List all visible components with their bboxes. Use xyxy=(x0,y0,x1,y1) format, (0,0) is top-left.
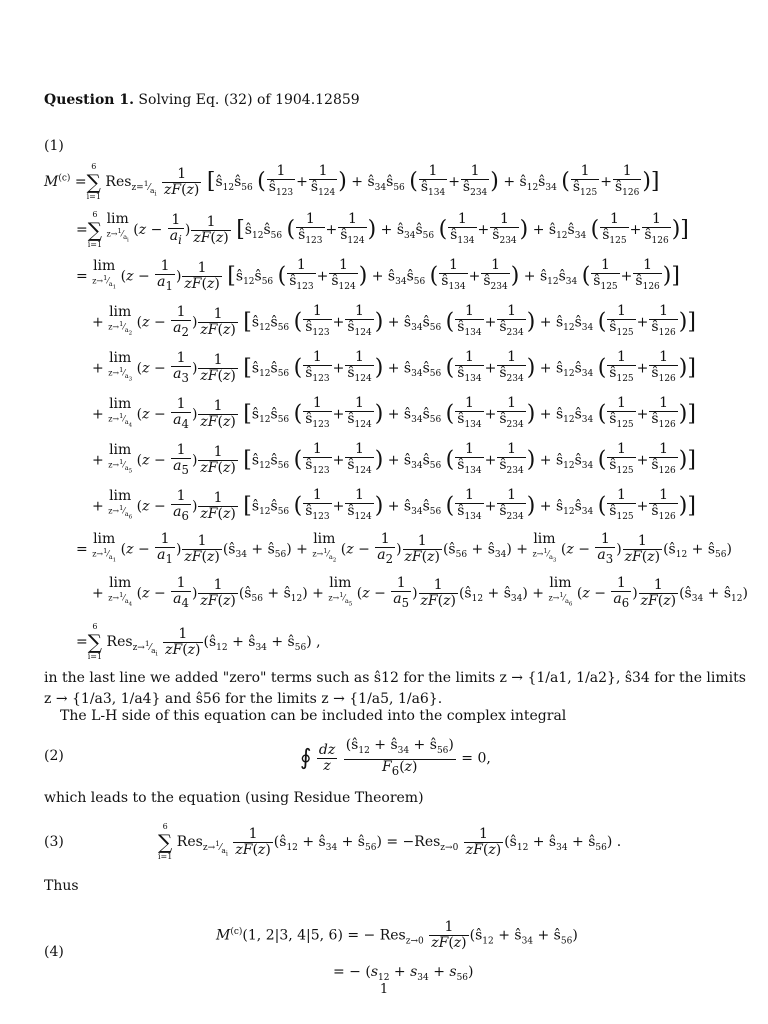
eq4-number: (4) xyxy=(44,944,64,960)
paragraph1-line3: The L-H side of this equation can be included into the complex integral xyxy=(60,708,567,724)
eq4-line2: = − $(s_{12} + s_{34} + s_{56})$ xyxy=(333,964,474,983)
paragraph2: which leads to the equation (using Residue Theorem) xyxy=(44,790,424,806)
eq1-lim-line-2: + lim $z\to^1⁄_{a_2}$ (z − $\frac{1}{a_2}$ ) $\frac{1}{zF(z)}$ [$ŝ_{12}ŝ_{56}$ ( $\frac{1}{ŝ_{123}}$ + $\frac{1}{ŝ_{124}}$ ) + $ŝ_{34}ŝ_{56}$ ( $\frac{1}{ŝ_{134}}$ + $\frac{1}{ŝ_{234}}$ ) + $ŝ_{12}ŝ_{34}$ ( $\frac{1}{ŝ_{125}}$ + $\frac{1}{ŝ_{126}}$ )] xyxy=(92,303,696,339)
eq2-body: ∮ $\frac{dz}{z}$ $\frac{(ŝ_{12} + ŝ_{34} + ŝ_{56})}{F_6(z)}$ = 0, xyxy=(300,737,491,778)
paragraph1-line2: z → {1/a3, 1/a4} and ŝ56 for the limits z → {1/a5, 1/a6}. xyxy=(44,691,443,707)
eq1-pair-line2: + lim $z\to^1⁄_{a_4}$ (z − $\frac{1}{a_4}$ ) $\frac{1}{zF(z)}$ ($ŝ_{56}$ + $ŝ_{12}) + \lim$ $z\to^1⁄_{a_5}$ (z − $\frac{1}{a_5}$ ) $\frac{1}{zF(z)}$ ($ŝ_{12}$ + $ŝ_{34}) + \lim$ $z\to^1⁄_{a_6}$ (z − $\frac{1}{a_6}$ ) $\frac{1}{zF(z)}$ ($ŝ_{34}$ + $ŝ_{12}$) xyxy=(92,574,748,610)
paragraph3: Thus xyxy=(44,878,79,894)
question-text: Solving Eq. (32) of 1904.12859 xyxy=(138,92,360,108)
page-number: 1 xyxy=(379,982,389,997)
eq1-lim-line-5: + lim $z\to^1⁄_{a_5}$ (z − $\frac{1}{a_5}$ ) $\frac{1}{zF(z)}$ [$ŝ_{12}ŝ_{56}$ ( $\frac{1}{ŝ_{123}}$ + $\frac{1}{ŝ_{124}}$ ) + $ŝ_{34}ŝ_{56}$ ( $\frac{1}{ŝ_{134}}$ + $\frac{1}{ŝ_{234}}$ ) + $ŝ_{12}ŝ_{34}$ ( $\frac{1}{ŝ_{125}}$ + $\frac{1}{ŝ_{126}}$ )] xyxy=(92,441,696,477)
eq1-pair-line1: = lim $z\to^1⁄_{a_1}$ (z − $\frac{1}{a_1}$ ) $\frac{1}{zF(z)}$ ($ŝ_{34}$ + $ŝ_{56}) + \lim$ $z\to^1⁄_{a_2}$ (z − $\frac{1}{a_2}$ ) $\frac{1}{zF(z)}$ ($ŝ_{56}$ + $ŝ_{34}) + \lim$ $z\to^1⁄_{a_3}$ (z − $\frac{1}{a_3}$ ) $\frac{1}{zF(z)}$ ($ŝ_{12}$ + $ŝ_{56}$) xyxy=(76,530,732,566)
eq1-last-line: = 6 ∑ i=1 Res$_{z\to^1⁄_{a_i}}$ $\frac{1}{zF(z)}$ ($ŝ_{12}$ + $ŝ_{34}$ + $ŝ_{56}$) , xyxy=(76,622,321,661)
eq1-lim-line-4: + lim $z\to^1⁄_{a_4}$ (z − $\frac{1}{a_4}$ ) $\frac{1}{zF(z)}$ [$ŝ_{12}ŝ_{56}$ ( $\frac{1}{ŝ_{123}}$ + $\frac{1}{ŝ_{124}}$ ) + $ŝ_{34}ŝ_{56}$ ( $\frac{1}{ŝ_{134}}$ + $\frac{1}{ŝ_{234}}$ ) + $ŝ_{12}ŝ_{34}$ ( $\frac{1}{ŝ_{125}}$ + $\frac{1}{ŝ_{126}}$ )] xyxy=(92,395,696,431)
lim-line-prefix: + xyxy=(92,314,104,331)
eq1-lim-line-1: = lim $z\to^1⁄_{a_1}$ (z − $\frac{1}{a_1}$ ) $\frac{1}{zF(z)}$ [$ŝ_{12}ŝ_{56}$ ( $\frac{1}{ŝ_{123}}$ + $\frac{1}{ŝ_{124}}$ ) + $ŝ_{34}ŝ_{56}$ ( $\frac{1}{ŝ_{134}}$ + $\frac{1}{ŝ_{234}}$ ) + $ŝ_{12}ŝ_{34}$ ( $\frac{1}{ŝ_{125}}$ + $\frac{1}{ŝ_{126}}$ )] xyxy=(76,257,680,293)
question-heading xyxy=(44,92,360,108)
eq2-number: (2) xyxy=(44,748,64,764)
lim-line-prefix: + xyxy=(92,452,104,469)
lim-line-prefix: + xyxy=(92,360,104,377)
lim-line-prefix: = xyxy=(76,268,88,285)
lim-line-prefix: + xyxy=(92,406,104,423)
eq3-number: (3) xyxy=(44,834,64,850)
eq1-number: (1) xyxy=(44,138,64,154)
eq1-line2: = 6 ∑ i=1 lim $z\to^1⁄_{a_i}$ (z − $\frac{1}{a_i}$ ) $\frac{1}{zF(z)}$ [$ŝ_{12}ŝ_{56}$ ( $\frac{1}{ŝ_{123}}$ + $\frac{1}{ŝ_{124}}$ ) + $ŝ_{34}ŝ_{56}$ ( $\frac{1}{ŝ_{134}}$ + $\frac{1}{ŝ_{234}}$ ) + $ŝ_{12}ŝ_{34}$ ( $\frac{1}{ŝ_{125}}$ + $\frac{1}{ŝ_{126}}$ )] xyxy=(76,210,689,249)
eq1-lim-line-6: + lim $z\to^1⁄_{a_6}$ (z − $\frac{1}{a_6}$ ) $\frac{1}{zF(z)}$ [$ŝ_{12}ŝ_{56}$ ( $\frac{1}{ŝ_{123}}$ + $\frac{1}{ŝ_{124}}$ ) + $ŝ_{34}ŝ_{56}$ ( $\frac{1}{ŝ_{134}}$ + $\frac{1}{ŝ_{234}}$ ) + $ŝ_{12}ŝ_{34}$ ( $\frac{1}{ŝ_{125}}$ + $\frac{1}{ŝ_{126}}$ )] xyxy=(92,487,696,523)
paragraph1-line1: in the last line we added "zero" terms such as ŝ12 for the limits z → {1/a1, 1/a2}, ŝ34 for the limits xyxy=(44,670,746,686)
eq3-body: 6 ∑ i=1 Res$_{z\to^1⁄_{a_i}}$ $\frac{1}{zF(z)}$ ($ŝ_{12}$ + $ŝ_{34}$ + $ŝ_{56}) = -Res_{z\to 0}$ $\frac{1}{zF(z)}$ ($ŝ_{12}$ + $ŝ_{34}$ + $ŝ_{56}$) . xyxy=(158,822,622,861)
question-label: Question 1. xyxy=(44,92,134,108)
lim-line-prefix: + xyxy=(92,498,104,515)
eq1-lim-line-3: + lim $z\to^1⁄_{a_3}$ (z − $\frac{1}{a_3}$ ) $\frac{1}{zF(z)}$ [$ŝ_{12}ŝ_{56}$ ( $\frac{1}{ŝ_{123}}$ + $\frac{1}{ŝ_{124}}$ ) + $ŝ_{34}ŝ_{56}$ ( $\frac{1}{ŝ_{134}}$ + $\frac{1}{ŝ_{234}}$ ) + $ŝ_{12}ŝ_{34}$ ( $\frac{1}{ŝ_{125}}$ + $\frac{1}{ŝ_{126}}$ )] xyxy=(92,349,696,385)
eq4-line1: $M^{(c)}(1$, 2|3, 4|5, 6) = − Res$_{z\to 0}$ $\frac{1}{zF(z)}$ ($ŝ_{12}$ + $ŝ_{34}$ + $ŝ_{56}$) xyxy=(216,919,578,951)
eq1-line1: $M^{(c)}$ = 6 ∑ i=1 Res$_{z=^1⁄_{a_i}}$ $\frac{1}{zF(z)}$ [$ŝ_{12}ŝ_{56}$ ( $\frac{1}{ŝ_{123}}$ + $\frac{1}{ŝ_{124}}$ ) + $ŝ_{34}ŝ_{56}$ ( $\frac{1}{ŝ_{134}}$ + $\frac{1}{ŝ_{234}}$ ) + $ŝ_{12}ŝ_{34}$ ( $\frac{1}{ŝ_{125}}$ + $\frac{1}{ŝ_{126}}$ )] xyxy=(44,162,660,201)
